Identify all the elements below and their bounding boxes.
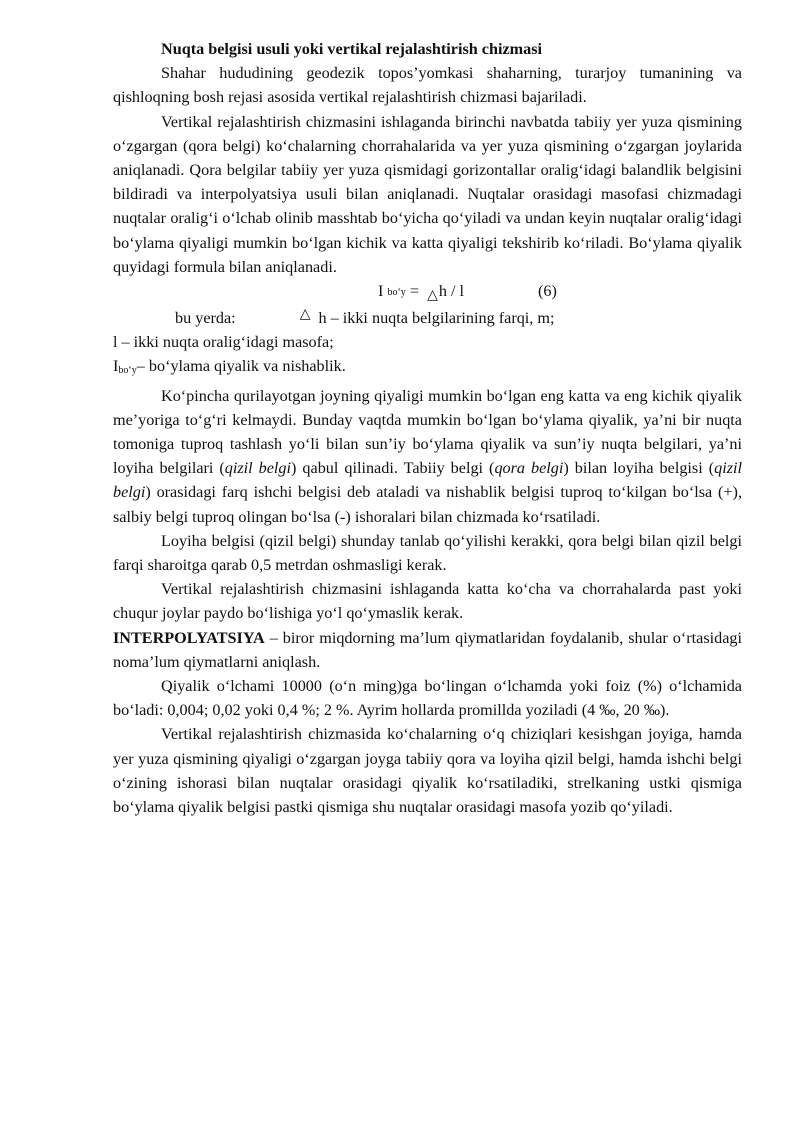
interpolation-term: INTERPOLYATSIYA: [113, 628, 265, 647]
interpolation-definition: – biror miqdorning ma’lum qiymatlaridan foydalanib, shular o‘rtasidagi noma’lum qiymatlarni aniqlash.: [113, 628, 742, 671]
where-label: bu yerda:: [175, 309, 236, 328]
italic-term: qizil belgi: [224, 459, 292, 478]
paragraph-drawing-notes: Vertikal rejalashtirish chizmasida ko‘chalarning o‘q chiziqlari kesishgan joyiga, hamda yer yuza qismining qiyaligi o‘zgargan joyga tabiiy qora va loyiha qizil belgi, hamda ishchi belgi o‘zining ishorasi bilan nuqtalar orasidagi qiyalik ko‘rsatiladiki, strelkaning ustki qismiga bo‘ylama qiyalik belgisi pastki qismiga shu nuqtalar orasidagi masofa yozib qo‘yiladi.: [113, 725, 742, 817]
i-symbol: I: [113, 357, 119, 376]
paragraph-low-spots: Vertikal rejalashtirish chizmasini ishlaganda katta ko‘cha va chorrahalarda past yoki chuqur joylar paydo bo‘lishiga yo‘l qo‘ymaslik kerak.: [113, 580, 742, 623]
delta-symbol: △: [299, 307, 311, 323]
formula-lhs: I: [378, 282, 384, 301]
italic-term: qora belgi: [494, 459, 564, 478]
paragraph-intro: Shahar hududining geodezik topos’yomkasi shaharning, turarjoy tumanining va qishloqning bosh rejasi asosida vertikal rejalashtirish chizmasi bajariladi.: [113, 64, 742, 107]
i-subscript: bo‘y: [118, 365, 137, 377]
formula-lhs-subscript: bo‘y: [387, 287, 406, 299]
paragraph-slope-units: Qiyalik o‘lchami 10000 (o‘n ming)ga bo‘lingan o‘lchamda yoki foiz (%) o‘lchamida bo‘ladi: 0,004; 0,02 yoki 0,4 %; 2 %. Ayrim hollarda promillda yoziladi (4 ‰, 20 ‰).: [113, 677, 742, 720]
h-definition: h – ikki nuqta belgilarining farqi, m;: [318, 309, 555, 328]
paragraph-interpolation: [113, 626, 742, 674]
definition-i: [113, 354, 742, 383]
document-page: [113, 37, 742, 819]
i-definition: – bo‘ylama qiyalik va nishablik.: [136, 357, 346, 376]
delta-symbol: △: [427, 288, 438, 304]
italic-term: qizil belgi: [113, 459, 742, 502]
paragraph-design-marks: Ko‘pincha qurilayotgan joyning qiyaligi mumkin bo‘lgan eng katta va eng kichik qiyalik me’yoriga to‘g‘ri kelmaydi. Bunday vaqtda mumkin bo‘lgan bo‘ylama qiyalik, ya’ni bir nuqta tomoniga tuproq tashlash yo‘li bilan sun’iy bo‘ylama qiyalik va sun’iy nuqta belgilari, ya’ni loyiha belgilari (qizil belgi) qabul qilinadi. Tabiiy belgi (qora belgi) bilan loyiha belgisi (qizil belgi) orasidagi farq ishchi belgisi deb ataladi va nishablik belgisi tuproq to‘kilgan bo‘lsa (+), salbiy belgi tuproq olingan bo‘lsa (-) ishoralari bilan chizmada ko‘rsatiladi.: [113, 386, 742, 526]
formula-equals: =: [409, 282, 419, 301]
definition-l: l – ikki nuqta oralig‘idagi masofa;: [113, 333, 334, 352]
formula-line: [113, 279, 742, 303]
paragraph-method: Vertikal rejalashtirish chizmasini ishlaganda birinchi navbatda tabiiy yer yuza qismining o‘zgargan (qora belgi) ko‘chalarning chorrahalarida va yer yuza qismining o‘zgargan joylarida aniqlanadi. Qora belgilar tabiiy yer yuza qismidagi gorizontallar oralig‘idagi balandlik belgisini bildiradi va interpolyatsiya usuli bilan aniqlanadi. Nuqtalar orasidagi masofasi chizmadagi nuqtalar oralig‘i o‘lchab olinib masshtab bo‘yicha qo‘yiladi va undan keyin nuqtalar oralig‘idagi bo‘ylama qiyaligi mumkin bo‘lgan kichik va katta qiyaligi tekshirib ko‘riladi. Bo‘ylama qiyalik quyidagi formula bilan aniqlanadi.: [113, 112, 742, 276]
paragraph-red-mark: Loyiha belgisi (qizil belgi) shunday tanlab qo‘yilishi kerakki, qora belgi bilan qizil belgi farqi sharoitga qarab 0,5 metrdan oshmasligi kerak.: [113, 531, 742, 575]
formula-rhs: h / l: [438, 282, 465, 301]
formula-number: (6): [538, 282, 557, 301]
slope-formula: [378, 279, 464, 308]
section-title: Nuqta belgisi usuli yoki vertikal rejalashtirish chizmasi: [161, 40, 543, 58]
